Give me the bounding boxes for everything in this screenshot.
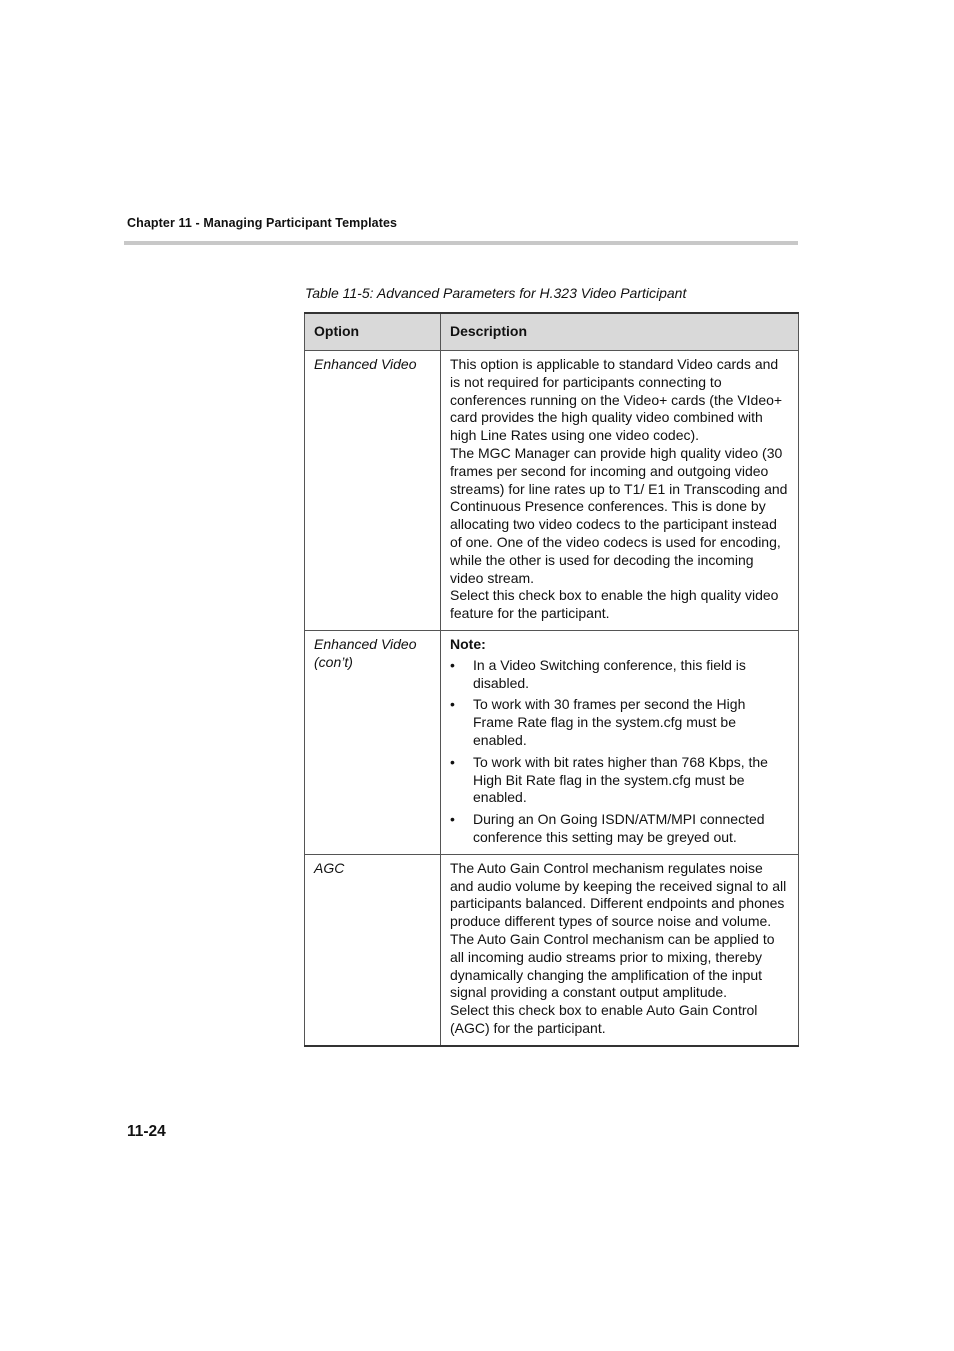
- option-cell: [305, 854, 441, 1045]
- option-name: Enhanced Video: [314, 635, 417, 652]
- option-continuation: (con’t): [314, 653, 353, 670]
- description-cell: [441, 351, 799, 631]
- list-item: [450, 754, 789, 807]
- table-row: [305, 351, 799, 631]
- bullet-icon: •: [450, 656, 455, 673]
- description-paragraph: Select this check box to enable the high quality video feature for the participant.: [450, 587, 779, 622]
- list-item-text: To work with 30 frames per second the High Frame Rate flag in the system.cfg must be enabled.: [473, 696, 746, 748]
- description-paragraph: The Auto Gain Control mechanism regulates noise and audio volume by keeping the received signal to all participants balanced. Different endpoints and phones produce different types of source noise and volume. The Auto Gain Control mechanism can be applied to all incoming audio streams prior to mixing, thereby dynamically changing the amplification of the input signal providing a constant output amplitude.: [450, 859, 787, 1001]
- description-cell: [441, 854, 799, 1045]
- column-header-description: Description: [441, 313, 799, 351]
- bullet-icon: •: [450, 753, 455, 770]
- option-name: AGC: [314, 859, 345, 876]
- list-item: [450, 657, 789, 693]
- description-paragraph: This option is applicable to standard Video cards and is not required for participants connecting to conferences running on the Video+ cards (the VIdeo+ card provides the high quality video combined with high Line Rates using one video codec).: [450, 356, 783, 444]
- table-row: [305, 630, 799, 854]
- bullet-icon: •: [450, 811, 455, 828]
- option-name: Enhanced Video: [314, 356, 417, 372]
- parameters-table: [304, 312, 799, 1047]
- header-row: [305, 313, 799, 351]
- description-cell: [441, 630, 799, 854]
- table-caption: Table 11-5: Advanced Parameters for H.323 Video Participant: [305, 285, 687, 301]
- list-item: [450, 696, 789, 749]
- bullet-icon: •: [450, 696, 455, 713]
- list-item-text: During an On Going ISDN/ATM/MPI connected conference this setting may be greyed out.: [473, 811, 765, 845]
- option-cell: [305, 351, 441, 631]
- description-paragraph: The MGC Manager can provide high quality video (30 frames per second for incoming and outgoing video streams) for line rates up to T1/ E1 in Transcoding and Continuous Presence conferences. This is done by allocating two video codecs to the participant instead of one. One of the video codecs is used for encoding, while the other is used for decoding the incoming video stream.: [450, 444, 788, 586]
- table-header: [305, 313, 799, 351]
- table-row: [305, 854, 799, 1045]
- table-body: [305, 351, 799, 1046]
- description-paragraph: Select this check box to enable Auto Gain Control (AGC) for the participant.: [450, 1002, 758, 1036]
- list-item-text: To work with bit rates higher than 768 Kbps, the High Bit Rate flag in the system.cfg must be enabled.: [473, 753, 768, 806]
- note-label: Note:: [450, 635, 486, 652]
- column-header-option: Option: [305, 313, 441, 351]
- page-number: 11-24: [127, 1123, 166, 1140]
- list-item: [450, 811, 789, 847]
- note-list: [450, 657, 789, 847]
- chapter-header: Chapter 11 - Managing Participant Templates: [127, 216, 398, 230]
- option-cell: [305, 630, 441, 854]
- header-rule: [124, 241, 798, 245]
- list-item-text: In a Video Switching conference, this field is disabled.: [473, 656, 746, 691]
